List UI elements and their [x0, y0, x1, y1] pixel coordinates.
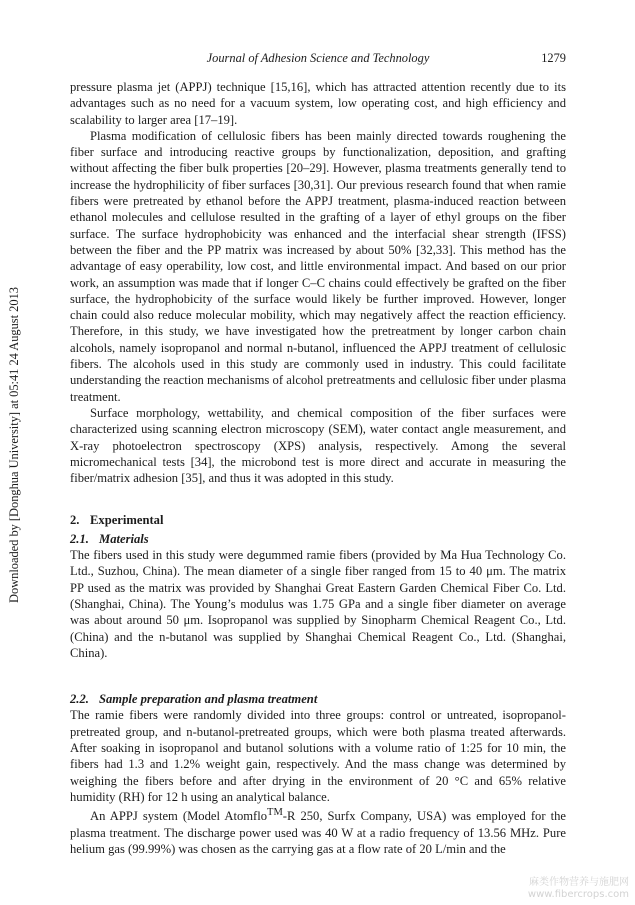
journal-title: Journal of Adhesion Science and Technology [206, 51, 430, 65]
download-notice [2, 275, 26, 615]
watermark-line: www.fibercrops.com [527, 889, 629, 900]
paragraph-text: An APPJ system (Model Atomflo [90, 809, 268, 824]
paragraph: The fibers used in this study were degummed ramie fibers (provided by Ma Hua Technology Co. Ltd., Suzhou, China). The mean diameter of a single fiber ranged from 15 to 40 μm. The matrix PP used as the matrix was provided by Shanghai Great Eastern Garden Chemical Fiber Co. Ltd. (Shanghai, China). The Young’s modulus was 1.75 GPa and a single fiber diameter on average was about around 50 μm. Isopropanol was supplied by Sinopharm Chemical Reagent Co., Ltd. (China) and the n-butanol was supplied by Shanghai Chemical Reagent Co., Ltd. (Shanghai, China). [70, 548, 566, 660]
page-number: 1279 [541, 51, 566, 65]
paragraph: Surface morphology, wettability, and chemical composition of the fiber surfaces were characterized using scanning electron microscopy (SEM), water contact angle measurement, and X-ray photoelectron spectroscopy (XPS) analysis, respectively. Among the several micromechanical tests [34], the microbond test is more direct and accurate in measuring the fiber/matrix adhesion [35], and thus it was adopted in this study. [70, 405, 566, 486]
paragraph: pressure plasma jet (APPJ) technique [15,16], which has attracted attention recently due to its advantages such as no need for a vacuum system, low operating cost, and high efficiency and scalability to larger area [17–19]. [70, 80, 566, 127]
paragraph: The ramie fibers were randomly divided into three groups: control or untreated, isopropanol-pretreated group, and n-butanol-pretreated groups, which were both plasma treated afterwards. After soaking in isopropanol and butanol solutions with a volume ratio of 1:25 for 10 min, the fibers had 1.3 and 1.2% weight gain, respectively. And the mass change was determined by weighing the fibers before and after drying in the environment of 20 °C and 65% relative humidity (RH) for 12 h using an analytical balance. [70, 708, 566, 804]
trademark-superscript: TM [267, 807, 283, 819]
paragraph-text: -R 250, Surfx Company, USA) was employed for the plasma treatment. The discharge power used was 40 W at a radio frequency of 13.56 MHz. Pure helium gas (99.99%) was chosen as the carrying gas at a flow rate of 20 L/min and the [70, 809, 566, 856]
section-title: Experimental [90, 513, 164, 528]
subsection-number: 2.2. [70, 692, 89, 707]
section-number: 2. [70, 513, 80, 528]
article-body [70, 79, 566, 857]
subsection-title: Sample preparation and plasma treatment [99, 692, 318, 707]
subsection-heading [70, 531, 566, 547]
paragraph [70, 805, 566, 857]
watermark-line: 麻类作物营养与施肥网 [529, 877, 629, 888]
subsection-title: Materials [99, 531, 149, 546]
subsection-heading [70, 691, 566, 707]
subsection-number: 2.1. [70, 531, 89, 546]
section-heading [70, 512, 566, 528]
paragraph: Plasma modification of cellulosic fibers has been mainly directed towards roughening the fiber surface and introducing reactive groups by functionalization, deposition, and grafting without affecting the fiber bulk properties [20–29]. However, plasma treatments generally tend to increase the hydrophilicity of fiber surfaces [30,31]. Our previous research found that when ramie fibers were pretreated by ethanol before the APPJ treatment, plasma-induced reaction between ethanol molecules and cellulose resulted in the grafting of a layer of ethyl groups on the fiber surface. The surface hydrophobicity was enhanced and the interfacial shear strength (IFSS) between the fiber and the PP matrix was increased by about 50% [32,33]. This method has the advantage of easy operability, low cost, and little environmental impact. And based on our prior work, an assumption was made that if longer C–C chains could effectively be grafted on the fiber surface, the hydrophobicity of the surface would likely be further improved. However, longer chain could also reduce molecular mobility, which may negatively affect the reaction efficiency. Therefore, in this study, we have investigated how the pretreatment by longer carbon chain alcohols, namely isopropanol and normal n-butanol, influenced the APPJ treatment of cellulosic fibers. The alcohols used in this study are commonly used in industry. This could facilitate understanding the reaction mechanisms of alcohol pretreatments and cellulosic fiber under plasma treatment. [70, 128, 566, 404]
download-notice-text: Downloaded by [Donghua University] at 05:41 24 August 2013 [7, 287, 21, 603]
running-header [70, 50, 566, 66]
watermark [528, 877, 629, 901]
